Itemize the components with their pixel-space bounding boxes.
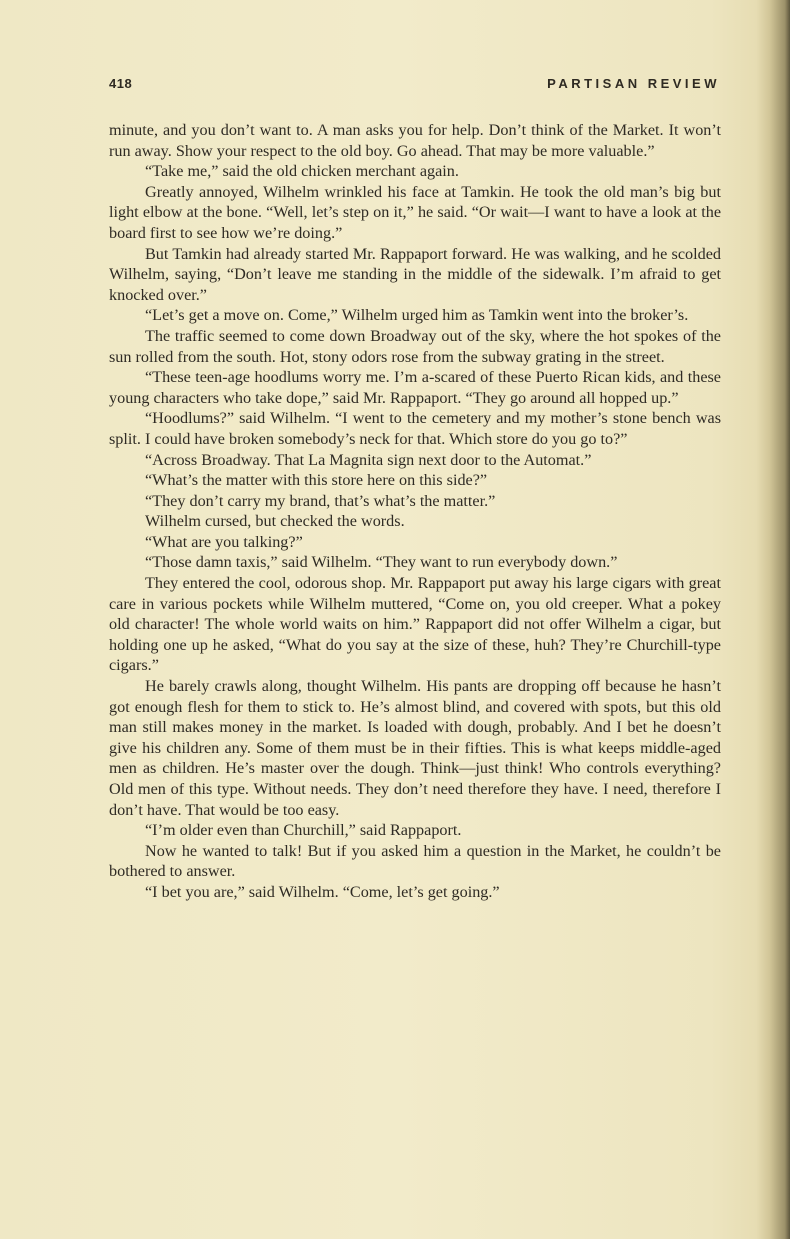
paragraph: Wilhelm cursed, but checked the words. (145, 512, 405, 531)
paragraph: “What are you talking?” (145, 532, 303, 551)
paragraph: “I bet you are,” said Wilhelm. “Come, let’s get going.” (145, 882, 500, 901)
page-header (109, 76, 720, 98)
paragraph: “Hoodlums?” said Wilhelm. “I went to the cemetery and my mother’s stone bench was split. I could have broken somebody’s neck for that. Which store do you go to?” (109, 409, 721, 448)
paragraph: The traffic seemed to come down Broadway out of the sky, where the hot spokes of the sun rolled from the south. Hot, stony odors rose from the subway grating in the street. (109, 326, 721, 366)
paragraph: “Those damn taxis,” said Wilhelm. “They want to run everybody down.” (145, 553, 618, 572)
paragraph: “Take me,” said the old chicken merchant again. (145, 162, 459, 181)
paragraph: “They don’t carry my brand, that’s what’s the matter.” (145, 491, 496, 510)
body-text (109, 120, 721, 903)
paragraph: “Let’s get a move on. Come,” Wilhelm urged him as Tamkin went into the broker’s. (145, 306, 689, 325)
binding-edge-shadow (756, 0, 790, 1239)
paragraph: But Tamkin had already started Mr. Rappaport forward. He was walking, and he scolded Wilhelm, saying, “Don’t leave me standing in the middle of the sidewalk. I’m afraid to get knocked over.” (109, 244, 721, 304)
running-head: PARTISAN REVIEW (547, 76, 720, 91)
paragraph: He barely crawls along, thought Wilhelm. His pants are dropping off because he hasn’t got enough flesh for them to stick to. He’s almost blind, and covered with spots, but this old man still makes money in the market. Is loaded with dough, probably. And I bet he doesn’t give his children any. Some of them must be in their fifties. This is what keeps middle-aged men as children. He’s master over the dough. Think—just think! Who controls everything? Old men of this type. Without needs. They don’t need therefore they have. I need, therefore I don’t have. That would be too easy. (109, 677, 721, 819)
paragraph: Greatly annoyed, Wilhelm wrinkled his face at Tamkin. He took the old man’s big but light elbow at the bone. “Well, let’s step on it,” he said. “Or wait—I want to have a look at the board first to see how we’re doing.” (109, 182, 721, 242)
paragraph: “I’m older even than Churchill,” said Rappaport. (145, 821, 462, 840)
paragraph: minute, and you don’t want to. A man asks you for help. Don’t think of the Market. It won’t run away. Show your respect to the old boy. Go ahead. That may be more valuable.” (109, 121, 721, 160)
paragraph: “What’s the matter with this store here on this side?” (145, 471, 488, 490)
paragraph: “Across Broadway. That La Magnita sign next door to the Automat.” (145, 450, 592, 469)
page-number: 418 (109, 76, 133, 91)
paragraph: Now he wanted to talk! But if you asked him a question in the Market, he couldn’t be bothered to answer. (109, 841, 721, 881)
paragraph: “These teen-age hoodlums worry me. I’m a-scared of these Puerto Rican kids, and these young characters who take dope,” said Mr. Rappaport. “They go around all hopped up.” (109, 368, 721, 407)
paragraph: They entered the cool, odorous shop. Mr. Rappaport put away his large cigars with great care in various pockets while Wilhelm muttered, “Come on, you old creeper. What a pokey old character! The whole world waits on him.” Rappaport did not offer Wilhelm a cigar, but holding one up he asked, “What do you say at the size of these, huh? They’re Churchill-type cigars.” (109, 574, 721, 675)
